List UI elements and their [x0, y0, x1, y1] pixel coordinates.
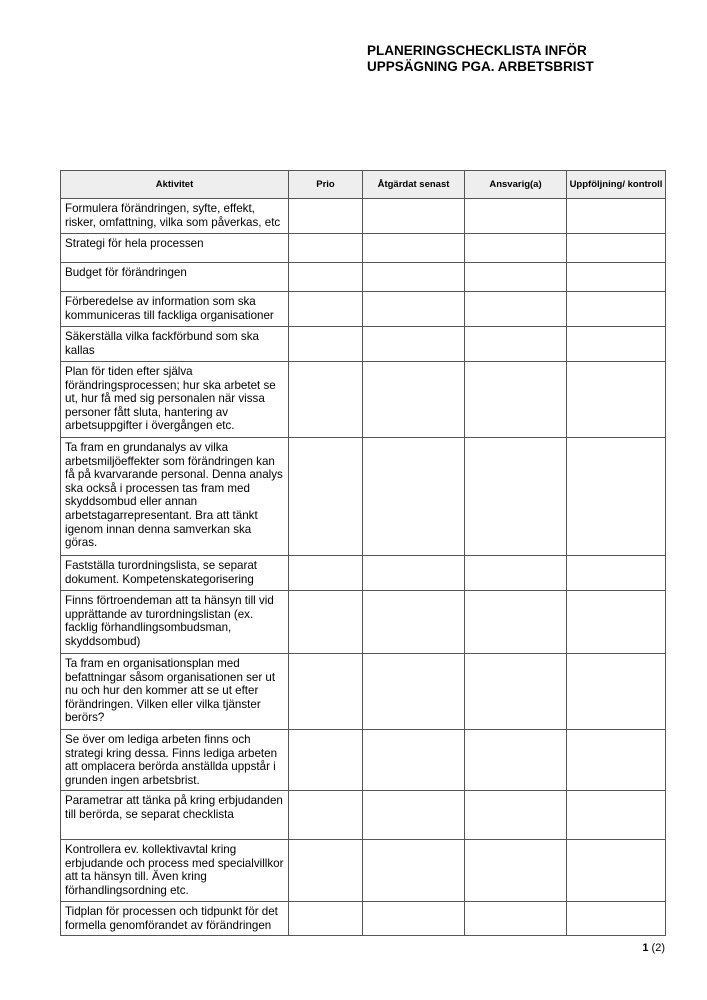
ansvarig-cell[interactable] — [465, 791, 567, 840]
ansvarig-cell[interactable] — [465, 840, 567, 902]
ansvarig-cell[interactable] — [465, 438, 567, 556]
atgardat-cell[interactable] — [363, 234, 465, 263]
atgardat-cell[interactable] — [363, 654, 465, 730]
prio-cell[interactable] — [289, 840, 363, 902]
prio-cell[interactable] — [289, 292, 363, 327]
ansvarig-cell[interactable] — [465, 730, 567, 791]
page-current: 1 — [642, 942, 649, 954]
checklist-table — [60, 170, 666, 936]
uppfoljning-cell[interactable] — [567, 327, 666, 362]
activity-cell: Förberedelse av information som ska kommuniceras till fackliga organisationer — [61, 292, 289, 327]
header-atgardat: Åtgärdat senast — [363, 171, 465, 199]
prio-cell[interactable] — [289, 556, 363, 591]
ansvarig-cell[interactable] — [465, 556, 567, 591]
uppfoljning-cell[interactable] — [567, 902, 666, 936]
table-row — [61, 327, 666, 362]
atgardat-cell[interactable] — [363, 840, 465, 902]
table-row — [61, 791, 666, 840]
atgardat-cell[interactable] — [363, 199, 465, 234]
atgardat-cell[interactable] — [363, 327, 465, 362]
uppfoljning-cell[interactable] — [567, 292, 666, 327]
header-prio: Prio — [289, 171, 363, 199]
table-row — [61, 438, 666, 556]
uppfoljning-cell[interactable] — [567, 362, 666, 438]
activity-cell: Fastställa turordningslista, se separat dokument. Kompetenskategorisering — [61, 556, 289, 591]
page-total: (2) — [651, 942, 665, 954]
header-ansvarig: Ansvarig(a) — [465, 171, 567, 199]
atgardat-cell[interactable] — [363, 263, 465, 292]
table-row — [61, 654, 666, 730]
uppfoljning-cell[interactable] — [567, 234, 666, 263]
prio-cell[interactable] — [289, 234, 363, 263]
atgardat-cell[interactable] — [363, 791, 465, 840]
table-row — [61, 263, 666, 292]
prio-cell[interactable] — [289, 791, 363, 840]
table-row — [61, 902, 666, 936]
prio-cell[interactable] — [289, 362, 363, 438]
uppfoljning-cell[interactable] — [567, 263, 666, 292]
title-line: UPPSÄGNING PGA. ARBETSBRIST — [367, 59, 594, 74]
ansvarig-cell[interactable] — [465, 327, 567, 362]
activity-cell: Budget för förändringen — [61, 263, 289, 292]
ansvarig-cell[interactable] — [465, 654, 567, 730]
table-row — [61, 292, 666, 327]
prio-cell[interactable] — [289, 327, 363, 362]
uppfoljning-cell[interactable] — [567, 591, 666, 654]
page-number — [642, 942, 665, 954]
activity-cell: Plan för tiden efter själva förändringsprocessen; hur ska arbetet se ut, hur få med sig personalen när vissa personer fått sluta, hantering av arbetsuppgifter i övergången etc. — [61, 362, 289, 438]
table-row — [61, 556, 666, 591]
ansvarig-cell[interactable] — [465, 591, 567, 654]
atgardat-cell[interactable] — [363, 556, 465, 591]
atgardat-cell[interactable] — [363, 362, 465, 438]
ansvarig-cell[interactable] — [465, 902, 567, 936]
table-row — [61, 730, 666, 791]
atgardat-cell[interactable] — [363, 292, 465, 327]
prio-cell[interactable] — [289, 730, 363, 791]
title-line: PLANERINGSCHECKLISTA INFÖR — [367, 43, 587, 58]
document-title — [367, 43, 594, 75]
activity-cell: Formulera förändringen, syfte, effekt, risker, omfattning, vilka som påverkas, etc — [61, 199, 289, 234]
prio-cell[interactable] — [289, 902, 363, 936]
header-uppfoljning: Uppföljning/ kontroll — [567, 171, 666, 199]
uppfoljning-cell[interactable] — [567, 556, 666, 591]
activity-cell: Parametrar att tänka på kring erbjudanden till berörda, se separat checklista — [61, 791, 289, 840]
uppfoljning-cell[interactable] — [567, 199, 666, 234]
table-row — [61, 362, 666, 438]
atgardat-cell[interactable] — [363, 591, 465, 654]
ansvarig-cell[interactable] — [465, 263, 567, 292]
prio-cell[interactable] — [289, 438, 363, 556]
ansvarig-cell[interactable] — [465, 362, 567, 438]
activity-cell: Tidplan för processen och tidpunkt för det formella genomförandet av förändringen — [61, 902, 289, 936]
header-row — [61, 171, 666, 199]
uppfoljning-cell[interactable] — [567, 730, 666, 791]
uppfoljning-cell[interactable] — [567, 840, 666, 902]
activity-cell: Ta fram en grundanalys av vilka arbetsmiljöeffekter som förändringen kan få på kvarvarande personal. Denna analys ska också i processen tas fram med skyddsombud eller annan arbetstagarrepresentant. Bra att tänkt igenom innan denna samverkan ska göras. — [61, 438, 289, 556]
ansvarig-cell[interactable] — [465, 292, 567, 327]
table-row — [61, 591, 666, 654]
atgardat-cell[interactable] — [363, 438, 465, 556]
uppfoljning-cell[interactable] — [567, 791, 666, 840]
uppfoljning-cell[interactable] — [567, 438, 666, 556]
uppfoljning-cell[interactable] — [567, 654, 666, 730]
prio-cell[interactable] — [289, 591, 363, 654]
activity-cell: Se över om lediga arbeten finns och strategi kring dessa. Finns lediga arbeten att omplacera berörda anställda uppstår i grunden ingen arbetsbrist. — [61, 730, 289, 791]
header-aktivitet: Aktivitet — [61, 171, 289, 199]
activity-cell: Kontrollera ev. kollektivavtal kring erbjudande och process med specialvillkor att ta hänsyn till. Även kring förhandlingsordning etc. — [61, 840, 289, 902]
ansvarig-cell[interactable] — [465, 199, 567, 234]
table-row — [61, 199, 666, 234]
table-row — [61, 234, 666, 263]
prio-cell[interactable] — [289, 263, 363, 292]
activity-cell: Ta fram en organisationsplan med befattningar såsom organisationen ser ut nu och hur den kommer att se ut efter förändringen. Vilken eller vilka tjänster berörs? — [61, 654, 289, 730]
table-row — [61, 840, 666, 902]
prio-cell[interactable] — [289, 654, 363, 730]
prio-cell[interactable] — [289, 199, 363, 234]
activity-cell: Säkerställa vilka fackförbund som ska kallas — [61, 327, 289, 362]
atgardat-cell[interactable] — [363, 902, 465, 936]
ansvarig-cell[interactable] — [465, 234, 567, 263]
activity-cell: Finns förtroendeman att ta hänsyn till vid upprättande av turordningslistan (ex. facklig förhandlingsombudsman, skyddsombud) — [61, 591, 289, 654]
activity-cell: Strategi för hela processen — [61, 234, 289, 263]
atgardat-cell[interactable] — [363, 730, 465, 791]
